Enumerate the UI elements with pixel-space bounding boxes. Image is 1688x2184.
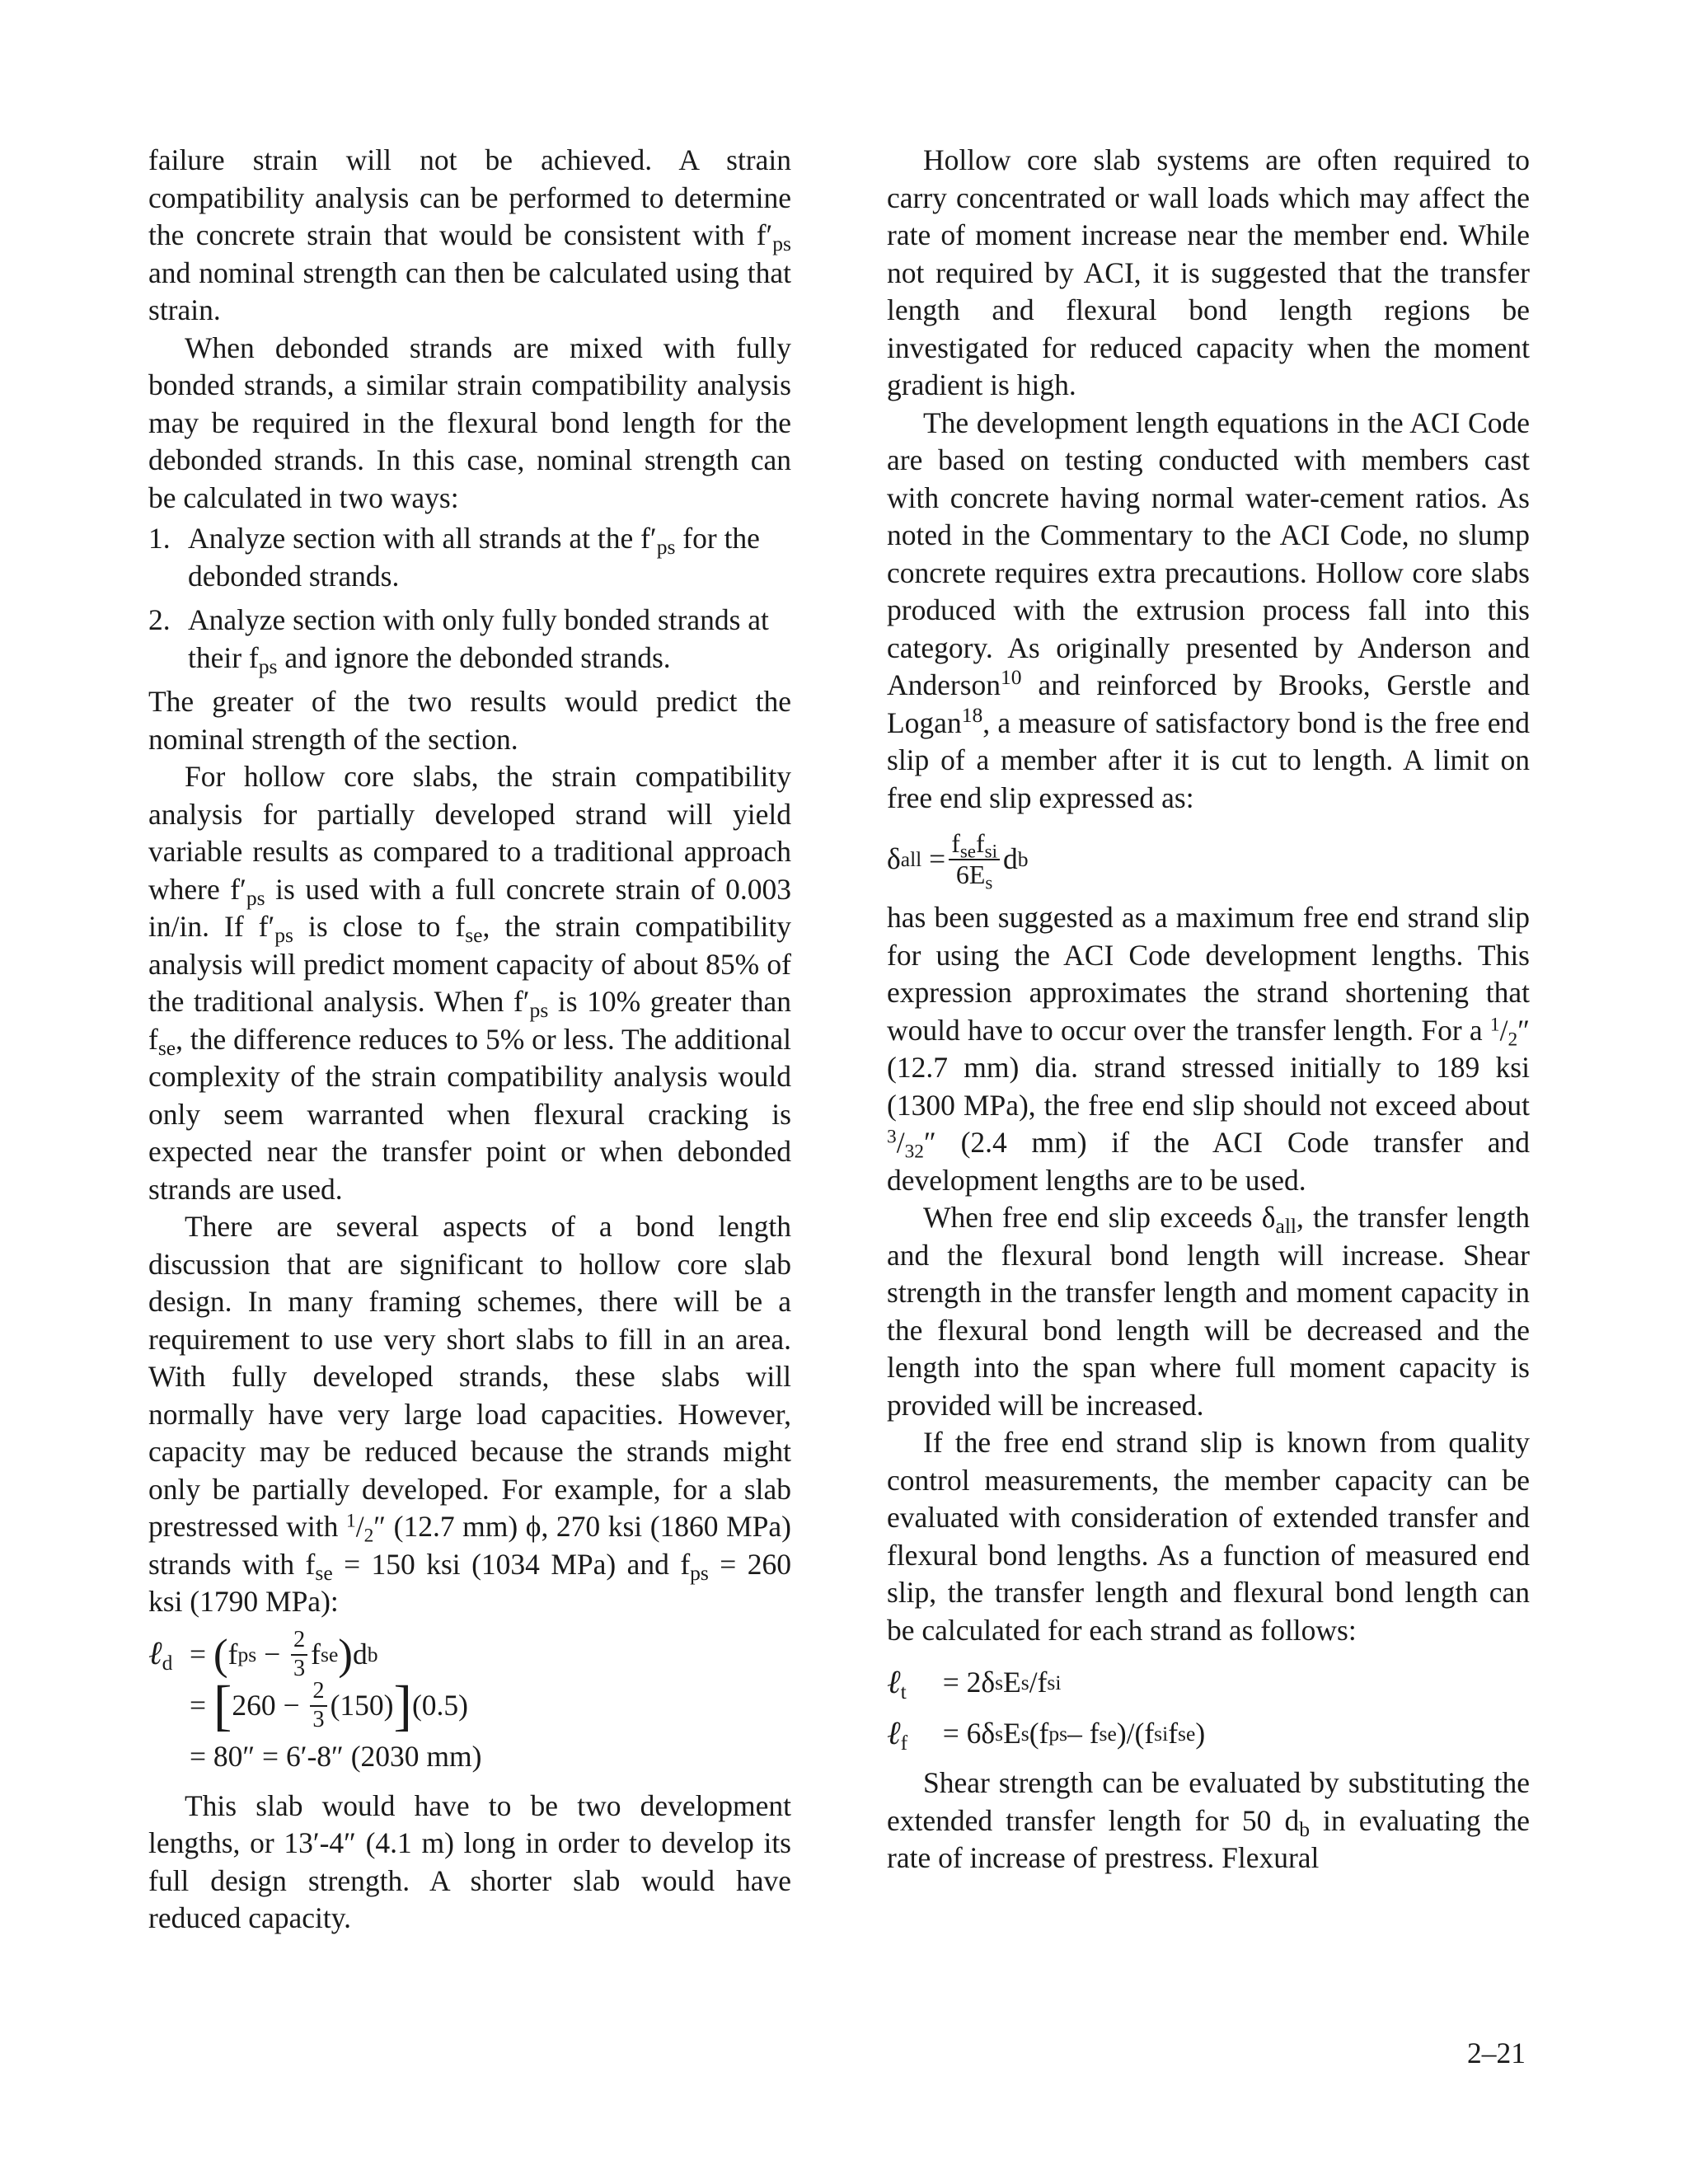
- right-column: [887, 142, 1530, 1877]
- transfer-length-equation: ℓ$_t$ = 2δ s E s /f si: [887, 1662, 1062, 1704]
- paragraph-debonded-strands: When debonded strands are mixed with fully bonded strands, a similar strain compatibility analysis may be required in the flexural bond length for the debonded strands. In this case, nominal strength can be calculated in two ways:: [148, 330, 791, 514]
- paragraph-slab-length: This slab would have to be two development lengths, or 13′-4″ (4.1 m) long in order to develop its full design strength. A shorter slab would have reduced capacity.: [148, 1788, 791, 1934]
- list-item: 1. Analyze section with all strands at the $f'_{ps}$ for the debonded strands.: [148, 522, 760, 593]
- left-column: [148, 142, 791, 1938]
- paragraph-development-length: The development length equations in the ACI Code are based on testing conducted with members cast with concrete having normal water-cement ratios. As noted in the Commentary to the ACI Code, no slump concrete requires extra precautions. Hollow core slabs produced with the extrusion process fall into this category. As originally presented by Anderson and Anderson$^{10}$ and reinforced by Brooks, Gerstle and Logan$^{18}$, a measure of satisfactory bond is the free end slip of a member after it is cut to length. A limit on free end slip expressed as:: [887, 405, 1530, 814]
- flexural-bond-length-equation: ℓ$_f$ = 6δ s E s (f ps – f se )/(f si f se ): [887, 1713, 1206, 1755]
- development-length-equation: ℓ$_d$ = ( f ps − $\frac{2}{3}$ f se ) d b = [ 260 − $\frac{2}{3}$ (150) ] (0.5) = 80″ = 6′-8″ (2030 mm): [148, 1627, 482, 1773]
- page-number: 2–21: [1467, 2036, 1526, 2069]
- paragraph-hollow-core-compat: For hollow core slabs, the strain compatibility analysis for partially developed strand will yield variable results as compared to a traditional approach where $f'_{ps}$ is used with a full concrete strain of 0.003 in/in. If $f'_{ps}$ is close to $f_{se}$, the strain compatibility analysis will predict moment capacity of about 85% of the traditional analysis. When $f'_{ps}$ is 10% greater than $f_{se}$, the difference reduces to 5% or less. The additional complexity of the strain compatibility analysis would only seem warranted when flexural cracking is expected near the transfer point or when debonded strands are used.: [148, 760, 792, 1206]
- end-slip-equation: δ all = $f_{se}f_{si}$ $6E_s$ d b: [887, 829, 1029, 893]
- paragraph-slip-exceeds: When free end slip exceeds $\delta_{all}$, the transfer length and the flexural bond length will increase. Shear strength in the transfer length and moment capacity in the flexural bond length will be decreased and the length into the span where full moment capacity is provided will be increased.: [887, 1201, 1530, 1422]
- paragraph-concentrated-loads: Hollow core slab systems are often required to carry concentrated or wall loads which may affect the rate of moment increase near the member end. While not required by ACI, it is suggested that the transfer length and flexural bond length regions be investigated for reduced capacity when the moment gradient is high.: [887, 143, 1530, 401]
- list-item: 2. Analyze section with only fully bonded strands at their $f_{ps}$ and ignore the debonded strands.: [148, 603, 769, 678]
- transfer-length-equations: [887, 1657, 1530, 1760]
- paragraph-shear-strength: Shear strength can be evaluated by substituting the extended transfer length for 50 $d_b$ in evaluating the rate of increase of prestress. Flexural: [887, 1766, 1530, 1874]
- paragraph-quality-control: If the free end strand slip is known from quality control measurements, the member capacity can be evaluated with consideration of extended transfer and flexural bond lengths. As a function of measured end slip, the transfer length and flexural bond length can be calculated for each strand as follows:: [887, 1426, 1530, 1647]
- paragraph-strain-compat: failure strain will not be achieved. A strain compatibility analysis can be performed to determine the concrete strain that would be consistent with $f'_{ps}$ and nominal strength can then be calculated using that strain.: [148, 143, 791, 326]
- paragraph-bond-length-aspects: There are several aspects of a bond length discussion that are significant to hollow core slab design. In many framing schemes, there will be a requirement to use very short slabs to fill in an area. With fully developed strands, these slabs will normally have very large load capacities. However, capacity may be reduced because the strands might only be partially developed. For example, for a slab prestressed with $^1/_2''$ (12.7 mm) ϕ, 270 ksi (1860 MPa) strands with $f_{se} = 150$ ksi (1034 MPa) and $f_{ps} = 260$ ksi (1790 MPa):: [148, 1210, 791, 1618]
- paragraph-greater-result: The greater of the two results would predict the nominal strength of the section.: [148, 685, 791, 756]
- paragraph-free-end-slip: has been suggested as a maximum free end strand slip for using the ACI Code development lengths. This expression approximates the strand shortening that would have to occur over the transfer length. For a $^1/_2''$ (12.7 mm) dia. strand stressed initially to 189 ksi (1300 MPa), the free end slip should not exceed about $^3/_{32}''$ (2.4 mm) if the ACI Code transfer and development lengths are to be used.: [887, 901, 1530, 1197]
